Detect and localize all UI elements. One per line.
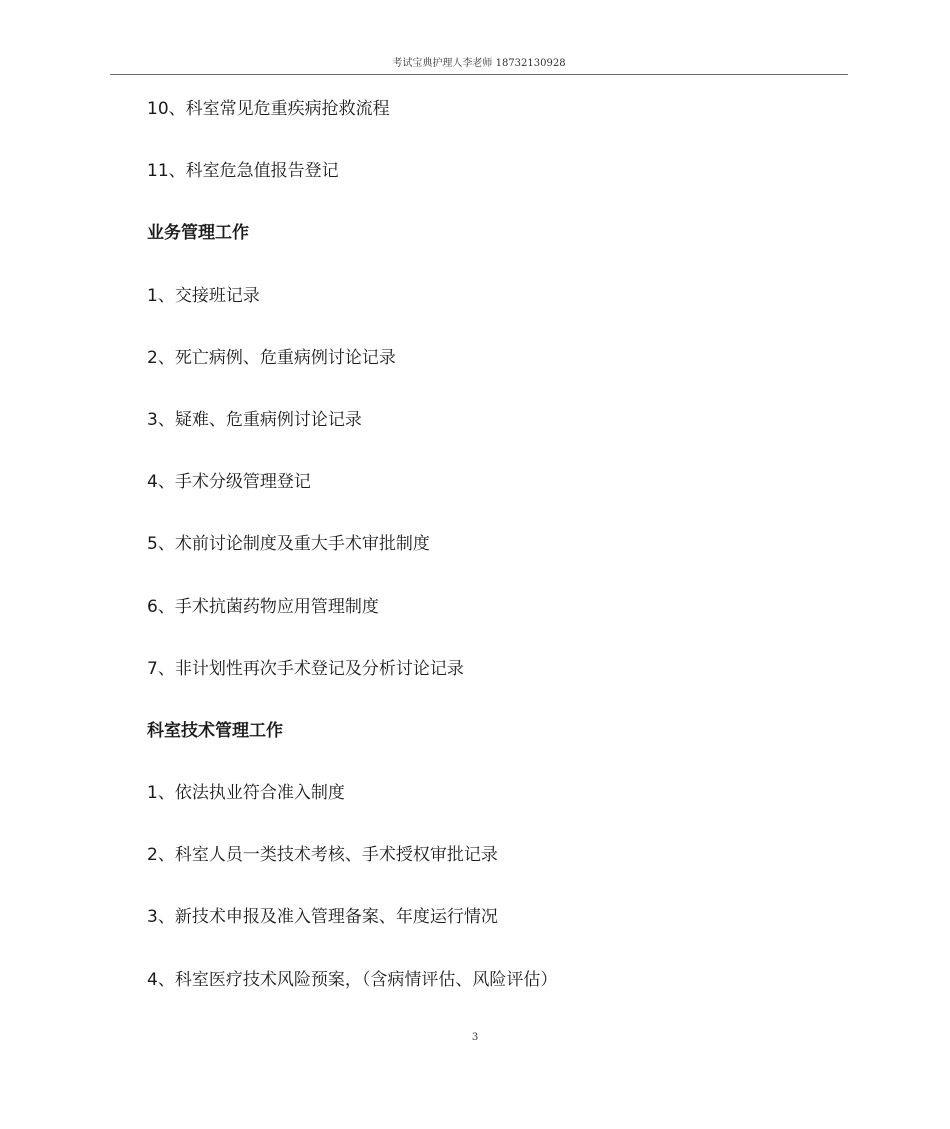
list-item: 3、新技术申报及准入管理备案、年度运行情况 [147, 907, 498, 928]
section-heading: 业务管理工作 [147, 223, 249, 244]
page-number: 3 [471, 1032, 479, 1043]
list-item: 1、依法执业符合准入制度 [147, 783, 345, 804]
list-item: 3、疑难、危重病例讨论记录 [147, 409, 362, 430]
list-item: 7、非计划性再次手术登记及分析讨论记录 [147, 658, 464, 679]
list-item: 1、交接班记录 [147, 285, 260, 306]
list-item: 2、科室人员一类技术考核、手术授权审批记录 [147, 845, 498, 866]
list-item: 6、手术抗菌药物应用管理制度 [147, 596, 379, 617]
list-item: 4、科室医疗技术风险预案，（含病情评估、风险评估） [147, 969, 558, 990]
list-item: 2、死亡病例、危重病例讨论记录 [147, 347, 396, 368]
list-item: 10、科室常见危重疾病抢救流程 [147, 99, 390, 119]
document-body [147, 95, 847, 1028]
list-item: 5、术前讨论制度及重大手术审批制度 [147, 534, 430, 555]
section-heading: 科室技术管理工作 [147, 720, 283, 741]
list-item: 4、手术分级管理登记 [147, 472, 311, 493]
header-text: 考试宝典护理人李老师 18732130928 [392, 58, 566, 69]
page-header [110, 57, 848, 75]
list-item: 11、科室危急值报告登记 [147, 161, 339, 182]
